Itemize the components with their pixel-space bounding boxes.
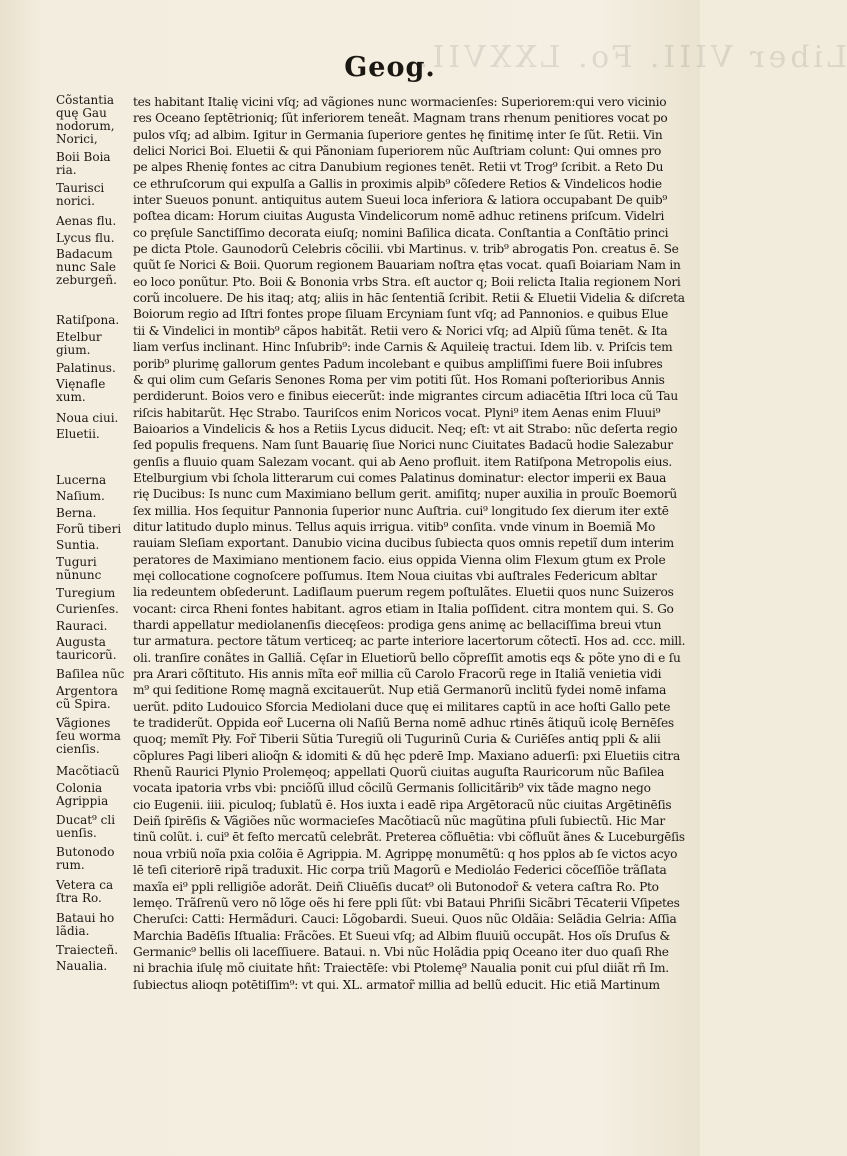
marginal-note-line: lãdia. [56,924,90,938]
marginal-note [56,846,114,872]
text-line: perdiderunt. Boios vero e finibus eiecerũt: inde migrantes circum adiacētia Iſtri loca cũ Tau [133,389,679,404]
text-line: pra Arari cõſtituto. His annis mĩta eor̃ millia cũ Carolo Fracorũ rege in Italiã venietia vidi [133,667,662,682]
marginal-note-line: xum. [56,390,86,404]
marginal-note-line: Ducat⁹ cli [56,813,116,827]
running-head-title: Geog. [344,52,436,83]
marginal-note-line: Noua ciui. [56,411,119,425]
marginal-note-line: Curienſes. [56,602,119,616]
marginal-note-line: Rauraci. [56,619,108,633]
marginal-note-line: Tuguri [56,555,97,569]
text-line: poſtea dicam: Horum ciuitas Augusta Vindelicorum nomē adhuc retinens priſcum. Videlri [133,209,665,224]
marginal-note-line: Naualia. [56,959,108,973]
page-header [0,52,700,83]
marginal-note-line: Taurisci [56,181,105,195]
text-line: pe alpes Rhenię fontes ac citra Danubium regiones tenēt. Retii vt Trog⁹ ſcribit. a Reto Du [133,160,664,175]
text-line: Deiñ ſpirēſis & Vãgiões nũc wormacieſes Macõtiacũ nũc magũtina pſuli ſubiectũ. Hic Mar [133,814,665,829]
text-line: corũ incoluere. De his itaq; atq; aliis in hāc ſententiã ſcribit. Retii & Eluetii Videlia & diſcreta [133,291,685,306]
text-line: Cheruſci: Catti: Hermãduri. Cauci: Lõgobardi. Sueui. Quos nũc Oldãia: Selãdia Gelria: Aſſia [133,912,677,927]
marginal-note-line: Berna. [56,506,97,520]
text-line: liam verſus inclinant. Hinc Inſubrib⁹: inde Carnis & Aquileię tractui. Idem lib. v. Priſcis tem [133,340,673,355]
marginal-note-line: rum. [56,858,85,872]
text-line: tes habitant Italię vicini vſq; ad vãgiones nunc wormacienſes: Superiorem:qui vero vicinio [133,95,667,109]
marginal-note-line: gium. [56,343,91,357]
marginal-note [56,94,115,133]
text-line: te tradiderũt. Oppida eor̃ Lucerna oli Naſiũ Berna nomē adhuc rtinēs ãtiquũ icolę Bernēſes [133,716,674,731]
text-line: res Oceano ſeptētrioniq; ſũt inferiorem teneãt. Magnam trans rhenum penitiores vocat po [133,111,668,126]
text-line: lē teſi citeriorē ripã traduxit. Hic corpa triũ Magorũ e Medioláo Federici cõceſſiõe trãſlata [133,863,667,878]
marginal-note-line: nodorum, [56,119,115,133]
main-text-block [133,94,685,993]
text-line: vocata ipatoria vrbs vbi: pnciõſũ illud cõcilũ Germanis ſollicitãrib⁹ vix tãde magno nego [133,781,651,796]
marginal-note-line: ſeu worma [56,729,121,743]
marginal-note-line: Vięnafle [56,377,106,391]
text-line: genſis a fluuio quam Salezam vocant. qui ab Aeno profluit. item Ratiſpona Metropolis eius. [133,454,672,469]
text-line: ditur latitudo duplo minus. Tellus aquis irrigua. vitib⁹ conſita. vnde vinum in Boemiã Mo [133,519,656,534]
text-line: peratores de Maximiano mentionem facio. eius oppida Vienna olim Flexum gtum ex Prole [133,552,666,567]
marginal-note [56,474,106,487]
marginal-note-line: Bataui ho [56,911,115,925]
marginal-note-line: Argentora [56,684,118,698]
marginal-note-line: Baſilea nũc [56,667,125,681]
marginal-note-line: Norici, [56,132,98,146]
marginal-note [56,556,101,582]
marginal-note [56,362,116,375]
marginal-note-line: tauricorũ. [56,648,117,662]
marginal-note [56,523,121,536]
bleed-through-text: Liber VIII. Fo. LXXVII. [415,40,847,75]
marginal-note-line: uenſis. [56,826,97,840]
text-line: vocant: circa Rheni fontes habitant. agros etiam in Italia poſſident. citra montem qui. S. Go [133,601,674,616]
text-line: cio Eugenii. iiii. piculoq; ſublatũ ē. Hos iuxta i eadē ripa Argētoracũ nũc ciuitas Argētinēſis [133,797,672,812]
text-line: lemęo. Trãſrenũ vero nõ lõge oẽs hi fere ppli ſũt: vbi Bataui Phriſii Sicãbri Tēcaterii Vſipetes [133,895,680,910]
marginal-note-line: nũnunc [56,568,102,582]
text-line: cõplures Pagi liberi alioq̃n & idomiti & dũ hęc pderē Imp. Maxiano aduerſi: pxi Eluetiis citra [133,748,681,763]
text-line: ni brachia iſulę mõ ciuitate hñt: Traiectēſe: vbi Ptolemę⁹ Naualia ponit cui pſul diiãt rñ Im. [133,961,669,976]
text-line: rię Ducibus: Is nunc cum Maximiano bellum gerit. amiſitq; nuper auxilia in prouĩc Boemorũ [133,487,678,502]
text-line: uerũt. pdito Ludouico Sforcia Mediolani duce quę ei militares captũ in ace hoſti Gallo pete [133,699,671,714]
text-line: ſed populis frequens. Nam ſunt Bauarię ſiue Norici nunc Ciuitates Badacũ hodie Salezabur [133,438,673,453]
marginal-note [56,378,105,404]
text-line: tur armatura. pectore tãtum verticeq; ac parte interiore lacertorum cõtectī. Hos ad. ccc. mill. [133,634,686,649]
text-line: pe dicta Ptole. Gaunodorũ Celebris cõcilii. vbi Martinus. v. trib⁹ abrogatis Pon. creatus ē. Se [133,242,679,257]
marginal-note-line: Etelbur [56,330,102,344]
marginal-note-line: ſtra Ro. [56,891,102,905]
marginal-note [56,428,100,441]
marginal-note-line: ria. [56,163,77,177]
text-line: pulos vſq; ad albim. Igitur in Germania ſuperiore gentes hę finitimę inter ſe ſũt. Retii. Vin [133,127,663,142]
text-line: Boiorum regio ad Iſtri fontes prope ſiluam Ercyniam ſunt vſq; ad Pannonios. e quibus Elue [133,307,669,322]
marginal-note [56,668,124,681]
text-line: delici Norici Boi. Eluetii & qui Pãnoniam ſuperiorem nũc Auſtriam colunt: Qui omnes pro [133,144,662,159]
text-line: ce ethruſcorum qui expulſa a Gallis in proximis alpib⁹ cõſedere Retios & Vindelicos hodie [133,176,662,191]
text-line: co pręſule Sanctiſſimo decorata eiuſq; nomini Baſilica dicata. Conſtantia a Conſtātio princi [133,225,669,240]
marginal-note-line: Badacum [56,247,113,261]
marginal-note-line: Augusta [56,635,106,649]
marginal-note [56,248,117,287]
text-line: Baioarios a Vindelicis & hos a Retiis Lycus diducit. Neq; eſt: vt ait Strabo: nũc deſerta regio [133,421,678,436]
text-line: męi collocatione cognoſcere poſſumus. Item Noua ciuitas vbi auſtrales Federicum abltar [133,568,657,583]
marginal-note [56,765,120,778]
marginal-note [56,944,118,957]
text-line: rauiam Sleſiam exportant. Danubio vicina ducibus ſubiecta quos omnis repetiĩ dum interim [133,536,674,551]
marginal-note [56,685,118,711]
marginal-note [56,412,118,425]
text-line: m⁹ qui ſeditione Romę magnã excitauerũt. Nup etiã Germanorũ inclitũ fydei nomē infama [133,683,667,698]
text-line: inter Sueuos ponunt. antiquitus autem Sueui loca inferiora & latiora occupabant De quib⁹ [133,193,668,208]
marginal-note-line: Aenas flu. [56,214,117,228]
marginal-note-line: Eluetii. [56,427,100,441]
marginal-note [56,490,105,503]
marginal-note [56,879,113,905]
text-line: quoq; memĩt Pły. For̃ Tiberii Sũtia Turegiũ oli Tugurinũ Curia & Curiēſes antiq ppli & alii [133,732,661,747]
text-line: noua vrbiũ noĩa pxia colõia ē Agrippia. M. Agrippę monumẽtũ: q hos pplos ab ſe victos acyo [133,846,678,861]
marginal-note-line: Suntia. [56,538,100,552]
marginal-note [56,331,102,357]
marginal-note-line: Lucerna [56,473,107,487]
marginal-note-line: quę Gau [56,106,107,120]
marginal-note-line: Macõtiacũ [56,764,120,778]
marginal-note-line: Vetera ca [56,878,114,892]
marginal-note-line: nunc Sale [56,260,117,274]
marginal-note [56,151,111,177]
marginal-note [56,620,107,633]
marginal-note [56,960,107,973]
marginal-note [56,814,115,840]
marginal-note-line: Forũ tiberi [56,522,122,536]
text-line: tii & Vindelici in montib⁹ cãpos habitãt. Retii vero & Norici vſq; ad Alpiũ ſũma tenēt. & Ita [133,323,668,338]
text-line: thardi appellatur mediolanenſis diecęſeos: prodiga gens animę ac bellaciſſima breui vtun [133,618,662,632]
marginal-note [56,782,108,808]
text-line: riſcis habitarũt. Hęc Strabo. Tauriſcos enim Noricos vocat. Plyni⁹ item Aenas enim Fluui⁹ [133,405,661,420]
marginal-note [56,133,98,146]
text-line: tinũ colũt. i. cui⁹ ēt feſto mercatũ celebrãt. Preterea cõfluētia: vbi cõfluũt ãnes & Luceburgēſis [133,830,685,845]
marginal-note-line: Butonodo [56,845,115,859]
marginal-note-line: Palatinus. [56,361,116,375]
marginal-note [56,912,114,938]
marginal-note [56,215,116,228]
marginal-note [56,314,119,327]
marginal-note-line: norici. [56,194,95,208]
marginal-note-line: cũ Spira. [56,697,111,711]
marginal-note [56,539,99,552]
text-line: & qui olim cum Geſaris Senones Roma per vim potiti ſũt. Hos Romani poſterioribus Annis [133,372,665,387]
text-line: Rhenũ Raurici Plynio Prolemęoq; appellati Quorũ ciuitas auguſta Rauricorum nũc Baſilea [133,765,665,780]
text-line: ſex millia. Hos ſequitur Pannonia ſuperior nunc Auſtria. cui⁹ longitudo ſex dierum iter extē [133,503,669,518]
marginal-note-line: Vãgiones [56,716,111,730]
text-line: Etelburgium vbi ſchola litterarum cui comes Palatinus dominatur: elector imperii ex Baua [133,470,667,485]
marginal-note-line: Naſium. [56,489,105,503]
marginal-note [56,587,115,600]
marginal-note [56,717,121,756]
marginal-note-line: zeburgeñ. [56,273,117,287]
marginal-note-line: Boii Boia [56,150,111,164]
marginal-note-line: Agrippia [56,794,109,808]
marginal-note-line: Lycus flu. [56,231,115,245]
marginal-note-line: Colonia [56,781,103,795]
marginal-note-line: Turegium [56,586,116,600]
text-line: eo loco ponũtur. Pto. Boii & Bononia vrbs Stra. eſt auctor q; Boii relicta Italia regionem Nori [133,274,681,289]
text-line: Marchia Badēſis Iſtualia: Frãcões. Et Sueui vſq; ad Albim fluuiũ occupãt. Hos oĩs Druſus & [133,928,671,943]
marginal-note-line: Cõstantia [56,93,115,107]
marginal-note-line: Ratiſpona. [56,313,120,327]
marginal-note [56,603,119,616]
marginal-note-line: cienſis. [56,742,100,756]
text-line: ſubiectus alioqn potētiſſim⁹: vt qui. XL. armator̃ millia ad bellũ educit. Hic etiã Martinum [133,977,660,992]
text-line: porib⁹ plurimę gallorum gentes Padum incolebant e quibus ampliſſimi fuere Boii inſubres [133,356,663,371]
text-line: Germanic⁹ bellis oli laceſſiuere. Bataui. n. Vbi nũc Holãdia ppiq Oceano iter duo quaſi Rhe [133,944,669,959]
marginal-note-line: Traiecteñ. [56,943,119,957]
marginal-note [56,232,115,245]
text-line: maxĩa ei⁹ ppli relligiõe adorãt. Deiñ Cliuēſis ducat⁹ oli Butonodor̃ & vetera caſtra Ro. Pto [133,879,659,894]
text-line: quũt ſe Norici & Boii. Quorum regionem Bauariam noſtra ętas vocat. quaſi Boiariam Nam in [133,258,681,273]
marginal-note [56,507,96,520]
marginal-note [56,636,117,662]
marginal-note [56,182,104,208]
text-line: oli. tranſire conãtes in Galliã. Cęſar in Eluetiorũ bello cõpreſſit amotis eqs & põte yno di e ſu [133,650,681,665]
text-line: lia redeuntem obſederunt. Ladiſlaum puerum regem poſtulãtes. Eluetii quos nunc Suizeros [133,585,674,600]
